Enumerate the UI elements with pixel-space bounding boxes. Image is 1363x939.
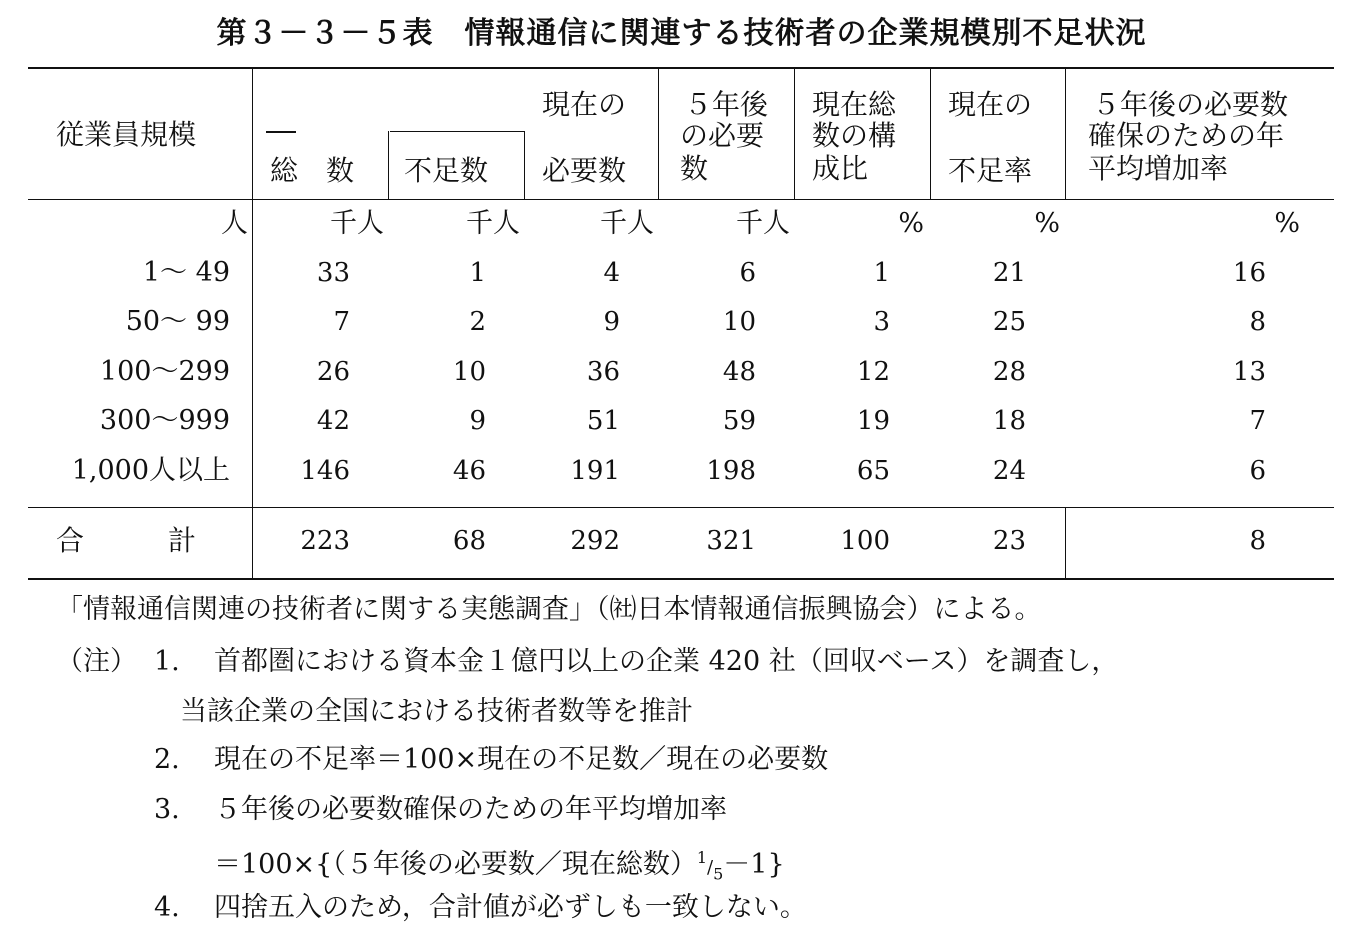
col-divider-2 bbox=[388, 131, 389, 200]
note-3-line-1: ５年後の必要数確保のための年平均増加率 bbox=[214, 794, 727, 825]
unit-growth-rate: % bbox=[1274, 208, 1300, 239]
note-3-line-2 bbox=[214, 840, 785, 892]
row-1-total: 33 bbox=[316, 258, 350, 288]
row-3-shortage-rate: 28 bbox=[992, 357, 1026, 387]
row-4-shortage: 9 bbox=[469, 406, 486, 436]
row-5-composition: 65 bbox=[856, 456, 890, 486]
table-title: 第３－３－５表 情報通信に関連する技術者の企業規模別不足状況 bbox=[216, 16, 1147, 51]
row-1-current-required: 4 bbox=[603, 258, 620, 288]
source-note: 「情報通信関連の技術者に関する実態調査」（㈳日本情報通信振興協会）による。 bbox=[56, 594, 1042, 625]
note-3-number: 3. bbox=[154, 794, 180, 825]
col-divider-5 bbox=[794, 68, 795, 200]
total-row-shortage-rate: 23 bbox=[992, 526, 1026, 556]
total-row-total: 223 bbox=[300, 526, 350, 556]
note-1-number: 1. bbox=[154, 646, 180, 677]
row-2-shortage: 2 bbox=[469, 307, 486, 337]
row-2-growth-rate: 8 bbox=[1249, 307, 1266, 337]
row-1-scale: 1～ 49 bbox=[142, 257, 230, 288]
row-3-composition: 12 bbox=[856, 357, 890, 387]
unit-future-required: 千人 bbox=[736, 208, 790, 239]
row-4-growth-rate: 7 bbox=[1249, 406, 1266, 436]
header-growth-rate-3: 平均増加率 bbox=[1088, 152, 1229, 185]
row-3-growth-rate: 13 bbox=[1232, 357, 1266, 387]
row-1-future-required: 6 bbox=[739, 258, 756, 288]
bottom-rule bbox=[28, 578, 1334, 580]
notes-label: （注） bbox=[56, 646, 137, 677]
row-2-future-required: 10 bbox=[722, 307, 756, 337]
top-rule bbox=[28, 67, 1334, 69]
total-divider bbox=[1065, 508, 1066, 578]
header-shortage-rate-2: 不足率 bbox=[948, 154, 1033, 187]
row-4-composition: 19 bbox=[856, 406, 890, 436]
header-shortage: 不足数 bbox=[404, 154, 489, 187]
total-row-shortage: 68 bbox=[452, 526, 486, 556]
note-3-formula-end: －1} bbox=[723, 849, 785, 880]
total-row-future-required: 321 bbox=[706, 526, 756, 556]
col-divider-7 bbox=[1065, 68, 1066, 200]
note-1-line-1: 首都圏における資本金１億円以上の企業 420 社（回収ベース）を調査し， bbox=[214, 646, 1119, 677]
note-3-formula-start: ＝100×{（５年後の必要数／現在総数） bbox=[214, 849, 697, 880]
header-current-required-top: 現在の bbox=[542, 88, 627, 121]
row-5-scale: 1,000人以上 bbox=[71, 455, 230, 486]
note-1-line-2: 当該企業の全国における技術者数等を推計 bbox=[180, 696, 693, 727]
row-1-shortage: 1 bbox=[469, 258, 486, 288]
header-current-required-bottom: 必要数 bbox=[542, 154, 627, 187]
unit-scale: 人 bbox=[221, 208, 248, 239]
header-rule bbox=[28, 199, 1334, 200]
row-4-scale: 300～999 bbox=[99, 405, 230, 436]
total-row-scale: 合 計 bbox=[56, 524, 197, 557]
row-5-growth-rate: 6 bbox=[1249, 456, 1266, 486]
row-3-shortage: 10 bbox=[452, 357, 486, 387]
total-row-current-required: 292 bbox=[570, 526, 620, 556]
row-5-current-required: 191 bbox=[570, 456, 620, 486]
total-rule bbox=[28, 507, 1334, 508]
col-divider-3 bbox=[524, 131, 525, 200]
dash-mark bbox=[266, 131, 296, 133]
note-2-text: 現在の不足率＝100×現在の不足数／現在の必要数 bbox=[214, 744, 829, 775]
unit-current-required: 千人 bbox=[600, 208, 654, 239]
row-4-total: 42 bbox=[316, 406, 350, 436]
note-4-text: 四捨五入のため，合計値が必ずしも一致しない。 bbox=[214, 892, 807, 923]
header-future-required-1: ５年後 bbox=[684, 88, 769, 121]
col-divider-6 bbox=[930, 68, 931, 200]
row-2-shortage-rate: 25 bbox=[992, 307, 1026, 337]
header-scale: 従業員規模 bbox=[56, 118, 197, 151]
header-composition-2: 数の構 bbox=[812, 119, 897, 152]
unit-total: 千人 bbox=[330, 208, 384, 239]
row-2-current-required: 9 bbox=[603, 307, 620, 337]
note-2-number: 2. bbox=[154, 744, 180, 775]
row-1-growth-rate: 16 bbox=[1232, 258, 1266, 288]
row-1-shortage-rate: 21 bbox=[992, 258, 1026, 288]
row-3-total: 26 bbox=[316, 357, 350, 387]
row-2-scale: 50～ 99 bbox=[125, 306, 230, 337]
unit-shortage: 千人 bbox=[466, 208, 520, 239]
row-5-future-required: 198 bbox=[706, 456, 756, 486]
row-5-shortage: 46 bbox=[452, 456, 486, 486]
row-1-composition: 1 bbox=[873, 258, 890, 288]
total-row-growth-rate: 8 bbox=[1249, 526, 1266, 556]
row-5-total: 146 bbox=[300, 456, 350, 486]
header-growth-rate-1: ５年後の必要数 bbox=[1092, 88, 1289, 121]
header-future-required-3: 数 bbox=[680, 152, 709, 185]
row-2-composition: 3 bbox=[873, 307, 890, 337]
row-4-shortage-rate: 18 bbox=[992, 406, 1026, 436]
row-3-scale: 100～299 bbox=[99, 356, 230, 387]
note-3-exponent-denominator: 5 bbox=[713, 864, 724, 884]
header-composition-1: 現在総 bbox=[812, 88, 897, 121]
note-4-number: 4. bbox=[154, 892, 180, 923]
unit-shortage-rate: % bbox=[1034, 208, 1060, 239]
header-future-required-2: の必要 bbox=[680, 119, 765, 152]
row-4-future-required: 59 bbox=[722, 406, 756, 436]
header-total: 総 数 bbox=[270, 154, 355, 187]
total-row-composition: 100 bbox=[840, 526, 890, 556]
note-3-exponent-numerator: 1 bbox=[696, 848, 708, 867]
row-5-shortage-rate: 24 bbox=[992, 456, 1026, 486]
row-3-current-required: 36 bbox=[586, 357, 620, 387]
note-3-exponent-slash: / bbox=[707, 857, 714, 878]
row-4-current-required: 51 bbox=[586, 406, 620, 436]
header-growth-rate-2: 確保のための年 bbox=[1088, 119, 1285, 152]
subheader-rule bbox=[390, 131, 524, 132]
col-divider-4 bbox=[658, 68, 659, 200]
unit-composition: % bbox=[898, 208, 924, 239]
header-shortage-rate-1: 現在の bbox=[948, 88, 1033, 121]
header-composition-3: 成比 bbox=[812, 152, 869, 185]
row-3-future-required: 48 bbox=[722, 357, 756, 387]
row-2-total: 7 bbox=[333, 307, 350, 337]
